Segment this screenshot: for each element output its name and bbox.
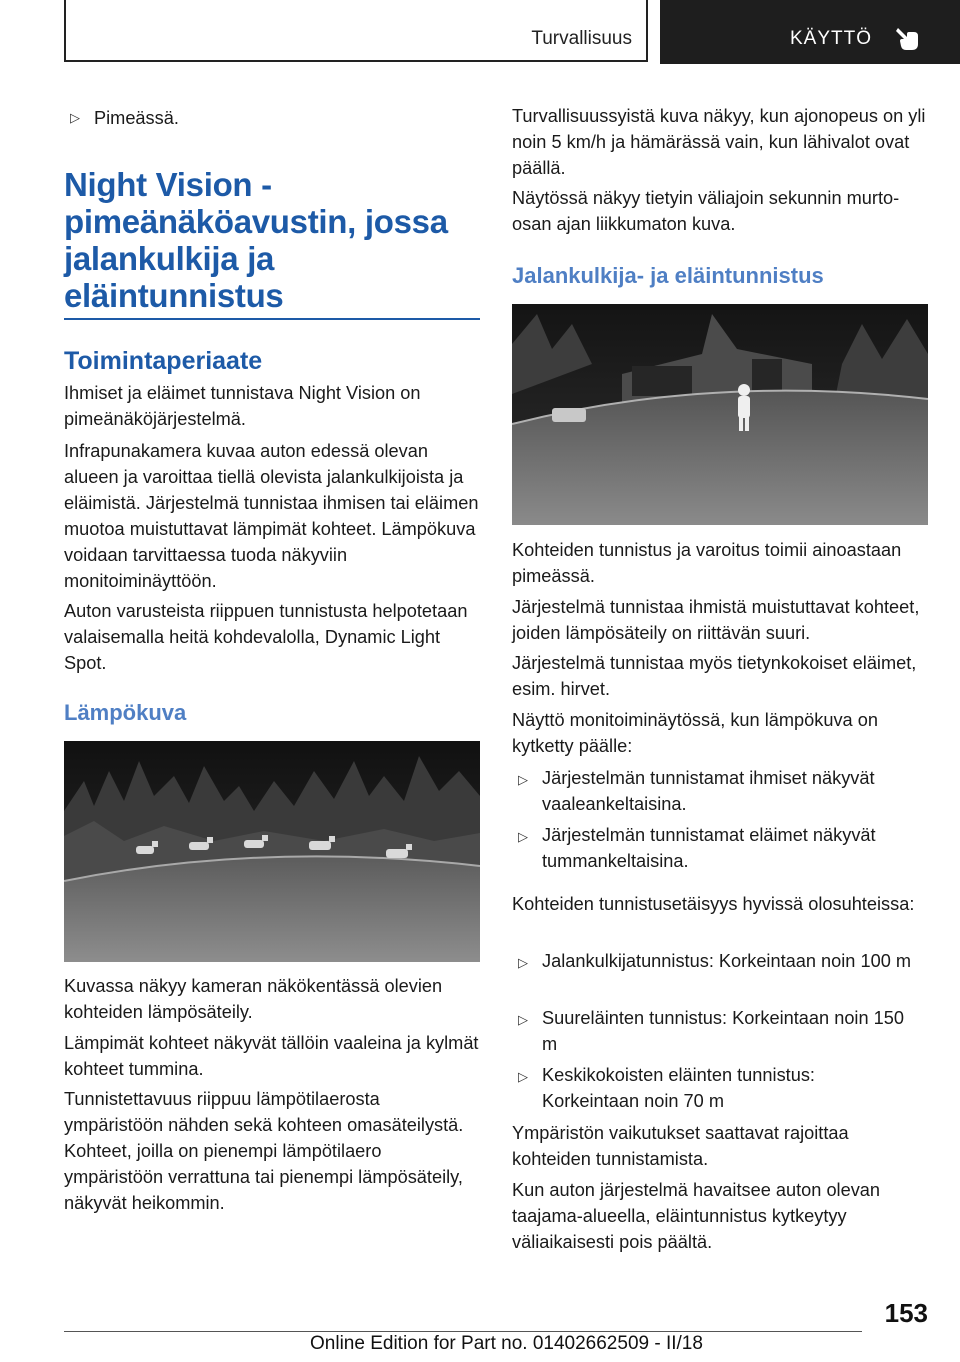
bullet-icon: ▷ (518, 955, 528, 970)
title-divider (64, 318, 480, 320)
detection-image (512, 304, 928, 525)
range-bullet-item: Suureläinten tunnistus: Korkeintaan noin 150 m (542, 1008, 904, 1054)
display-bullet-item: Järjestelmän tunnistamat ihmiset näkyvät vaaleankeltaisina. (542, 768, 875, 814)
range-bullet-item: Keskikokoisten eläinten tunnistus: Korkeintaan noin 70 m (542, 1065, 815, 1111)
principle-paragraph-2: Infrapunakamera kuvaa auton edessä olevan alueen ja varoittaa tiellä olevista jalankulkijoista ja eläimistä. Järjestelmä tunnistaa ihmisen tai eläimen muotoa muistuttavat lämpimät kohteet. Lämpökuva voidaan tarvittaessa tuoda näkyviin monitoiminäyttöön. (64, 441, 479, 591)
pointing-hand-icon (894, 24, 920, 52)
bullet-icon: ▷ (518, 829, 528, 844)
footer-edition-text: Online Edition for Part no. 01402662509 - II/18 (310, 1333, 703, 1354)
still-image-paragraph: Näytössä näkyy tietyin väliajoin sekunnin murto-osan ajan liikkumaton kuva. (512, 188, 900, 234)
detection-paragraph-1: Kohteiden tunnistus ja varoitus toimii ainoastaan pimeässä. (512, 540, 902, 586)
section-heading-principle: Toimintaperiaate (64, 347, 263, 375)
detection-image-figure (512, 304, 928, 525)
detection-paragraph-4: Näyttö monitoiminäytössä, kun lämpökuva on kytketty päälle: (512, 710, 878, 756)
thermal-paragraph-2: Lämpimät kohteet näkyvät tällöin vaaleina ja kylmät kohteet tummina. (64, 1033, 479, 1079)
display-bullet-item: Järjestelmän tunnistamat eläimet näkyvät tummankeltaisina. (542, 825, 876, 871)
header-section-title: Turvallisuus (531, 28, 632, 49)
range-intro-paragraph: Kohteiden tunnistusetäisyys hyvissä olosuhteissa: (512, 894, 915, 914)
header-section-box (64, 0, 648, 62)
page-number: 153 (884, 1298, 928, 1328)
header-chapter-box (660, 0, 960, 64)
detection-paragraph-3: Järjestelmä tunnistaa myös tietynkokoiset eläimet, esim. hirvet. (512, 653, 917, 699)
section-heading-thermal: Lämpökuva (64, 700, 187, 725)
page-title: Night Vision - pimeänäköavustin, jossa jalankulkija ja eläintunnistus (64, 166, 448, 314)
header-chapter-title: KÄYTTÖ (790, 28, 873, 49)
bullet-icon: ▷ (518, 772, 528, 787)
visibility-paragraph: Turvallisuussyistä kuva näkyy, kun ajonopeus on yli noin 5 km/h ja hämärässä vain, kun lähivalot ovat päällä. (512, 106, 926, 178)
section-heading-detection: Jalankulkija- ja eläintunnistus (512, 263, 824, 288)
principle-paragraph-3: Auton varusteista riippuen tunnistusta helpotetaan valaisemalla heitä kohdevalolla, Dynamic Light Spot. (64, 601, 468, 673)
footer-divider (64, 1331, 862, 1332)
bullet-icon: ▷ (518, 1012, 528, 1027)
bullet-icon: ▷ (518, 1069, 528, 1084)
thermal-paragraph-3: Tunnistettavuus riippuu lämpötilaerosta ympäristöön nähden sekä kohteen omasäteilystä. Kohteet, joilla on pienempi lämpötilaero ympäristöön verrattuna tai pienempi lämpösäteily, näkyvät heikommin. (64, 1089, 464, 1213)
environment-paragraph: Ympäristön vaikutukset saattavat rajoittaa kohteiden tunnistamista. (512, 1123, 849, 1169)
thermal-image (64, 741, 480, 962)
detection-paragraph-2: Järjestelmä tunnistaa ihmistä muistuttavat kohteet, joiden lämpösäteily on riittävän suuri. (512, 597, 920, 643)
urban-area-paragraph: Kun auton järjestelmä havaitsee auton olevan taajama-alueella, eläintunnistus kytkeytyy väliaikaisesti pois päältä. (512, 1180, 881, 1252)
range-bullet-item: Jalankulkijatunnistus: Korkeintaan noin 100 m (542, 951, 912, 971)
top-bullet-text: Pimeässä. (94, 108, 179, 128)
thermal-paragraph-1: Kuvassa näkyy kameran näkökentässä olevien kohteiden lämpösäteily. (64, 976, 443, 1022)
thermal-image-figure (64, 741, 480, 962)
bullet-icon: ▷ (70, 110, 80, 125)
principle-paragraph-1: Ihmiset ja eläimet tunnistava Night Vision on pimeänäköjärjestelmä. (64, 383, 421, 429)
